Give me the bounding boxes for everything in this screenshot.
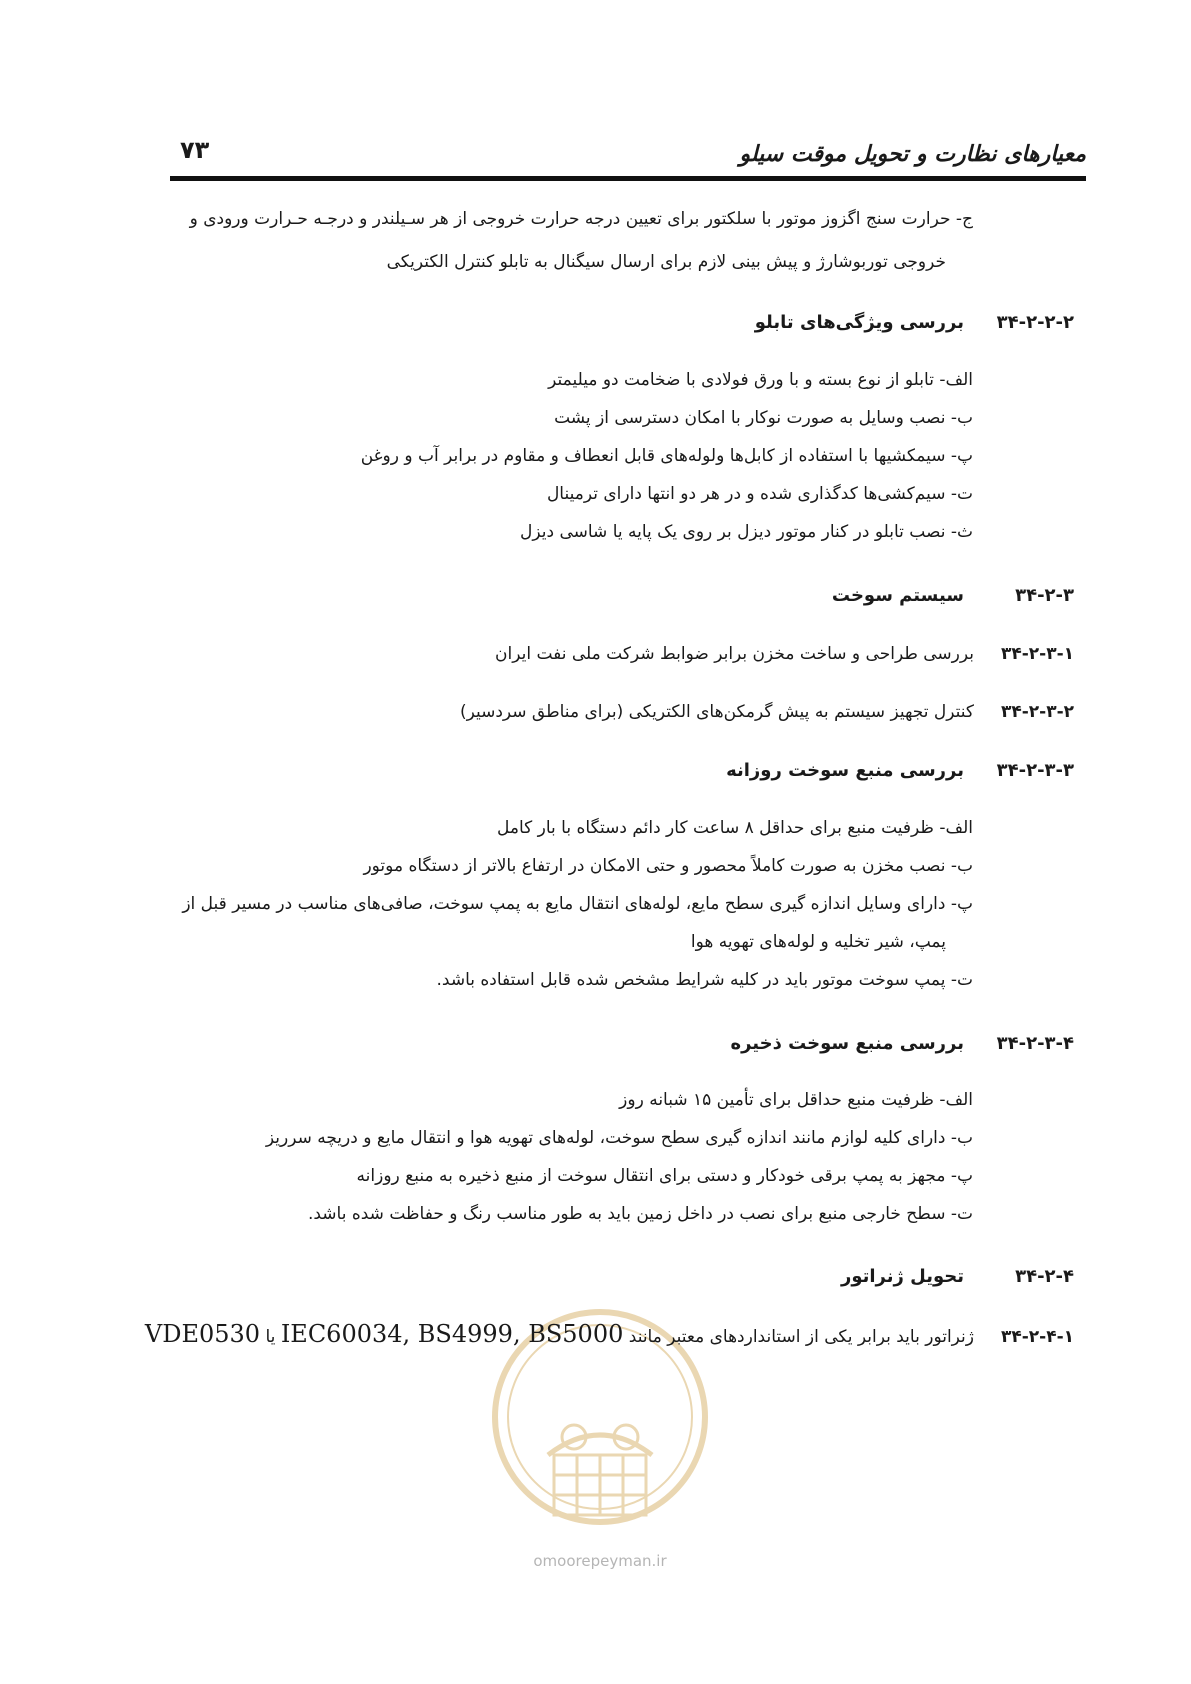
standard-vde: VDE0530: [144, 1320, 261, 1348]
section-title: بررسی منبع سوخت ذخیره: [730, 1033, 964, 1054]
section-number: ۳۴-۲-۳-۱: [1000, 644, 1074, 664]
section-title: بررسی ویژگی‌های تابلو: [754, 312, 964, 333]
list-item: ث- نصب تابلو در کنار موتور دیزل بر روی یک پایه یا شاسی دیزل: [520, 522, 973, 542]
section-number: ۳۴-۲-۲-۲: [996, 312, 1074, 333]
section-3-1: [495, 644, 1074, 664]
section-4-1: [145, 1320, 1074, 1348]
list-item-continued: پمپ، شیر تخلیه و لوله‌های تهویه هوا: [690, 932, 946, 952]
list-item: ب- دارای کلیه لوازم مانند اندازه گیری سطح سوخت، لوله‌های تهویه هوا و انتقال مایع و دریچه سرریز: [265, 1128, 973, 1148]
section-number: ۳۴-۲-۳-۲: [1000, 702, 1074, 722]
section-heading-4: [841, 1266, 1074, 1287]
list-item: ت- سطح خارجی منبع برای نصب در داخل زمین باید به طور مناسب رنگ و حفاظت شده باشد.: [307, 1204, 973, 1224]
section-heading-3-3: [726, 760, 1074, 781]
header-rule: [170, 176, 1086, 181]
section-number: ۳۴-۲-۳-۴: [996, 1033, 1074, 1054]
intro-line-2: خروجی توربوشارژ و پیش بینی لازم برای ارسال سیگنال به تابلو کنترل الکتریکی: [386, 252, 946, 272]
page-header: [170, 136, 1086, 176]
list-item: پ- مجهز به پمپ برقی خودکار و دستی برای انتقال سوخت از منبع ذخیره به منبع روزانه: [356, 1166, 973, 1186]
section-title: سیستم سوخت: [831, 585, 964, 606]
section-text: ژنراتور باید برابر یکی از استانداردهای معتبر مانند: [628, 1327, 974, 1347]
section-3-2: [460, 702, 1074, 722]
section-title: تحویل ژنراتور: [840, 1266, 964, 1287]
section-title: بررسی منبع سوخت روزانه: [726, 760, 964, 781]
section-text: بررسی طراحی و ساخت مخزن برابر ضوابط شرکت ملی نفت ایران: [495, 644, 974, 664]
section-number: ۳۴-۲-۳: [1015, 585, 1074, 606]
page-number: ۷۳: [180, 136, 210, 164]
intro-line-1: ج- حرارت سنج اگزوز موتور با سلکتور برای تعیین درجه حرارت خروجی از هر سـیلندر و درجـه حـرارت ورودی و: [189, 209, 973, 229]
list-item: پ- سیمکشیها با استفاده از کابل‌ها ولوله‌های قابل انعطاف و مقاوم در برابر آب و روغن: [360, 446, 973, 466]
section-number: ۳۴-۲-۳-۳: [996, 760, 1074, 781]
section-heading-3-4: [730, 1033, 1074, 1054]
standards-connector: یا: [265, 1327, 276, 1347]
section-heading-2-2-2: [755, 312, 1074, 333]
list-item: ب- نصب مخزن به صورت کاملاً محصور و حتی الامکان در ارتفاع بالاتر از دستگاه موتور: [363, 856, 973, 876]
running-title: معیارهای نظارت و تحویل موقت سیلو: [739, 142, 1086, 167]
section-number: ۳۴-۲-۴-۱: [1000, 1327, 1074, 1347]
list-item: ت- سیم‌کشی‌ها کدگذاری شده و در هر دو انتها دارای ترمینال: [546, 484, 973, 504]
list-item: الف- ظرفیت منبع برای حداقل ۸ ساعت کار دائم دستگاه با بار کامل: [497, 818, 973, 838]
list-item: الف- ظرفیت منبع حداقل برای تأمین ۱۵ شبانه روز: [619, 1090, 973, 1110]
list-item: ب- نصب وسایل به صورت نوکار با امکان دسترسی از پشت: [554, 408, 973, 428]
list-item: پ- دارای وسایل اندازه گیری سطح مایع، لوله‌های انتقال مایع به پمپ سوخت، صافی‌های مناسب در مسیر قبل از: [182, 894, 973, 914]
section-text: کنترل تجهیز سیستم به پیش گرمکن‌های الکتریکی (برای مناطق سردسیر): [459, 702, 974, 722]
section-number: ۳۴-۲-۴: [1015, 1266, 1074, 1287]
list-item: ت- پمپ سوخت موتور باید در کلیه شرایط مشخص شده قابل استفاده باشد.: [436, 970, 973, 990]
watermark-url: omoorepeyman.ir: [533, 1552, 667, 1570]
list-item: الف- تابلو از نوع بسته و با ورق فولادی با ضخامت دو میلیمتر: [548, 370, 973, 390]
section-heading-3: [832, 585, 1074, 606]
standards-list: IEC60034, BS4999, BS5000: [280, 1320, 624, 1348]
